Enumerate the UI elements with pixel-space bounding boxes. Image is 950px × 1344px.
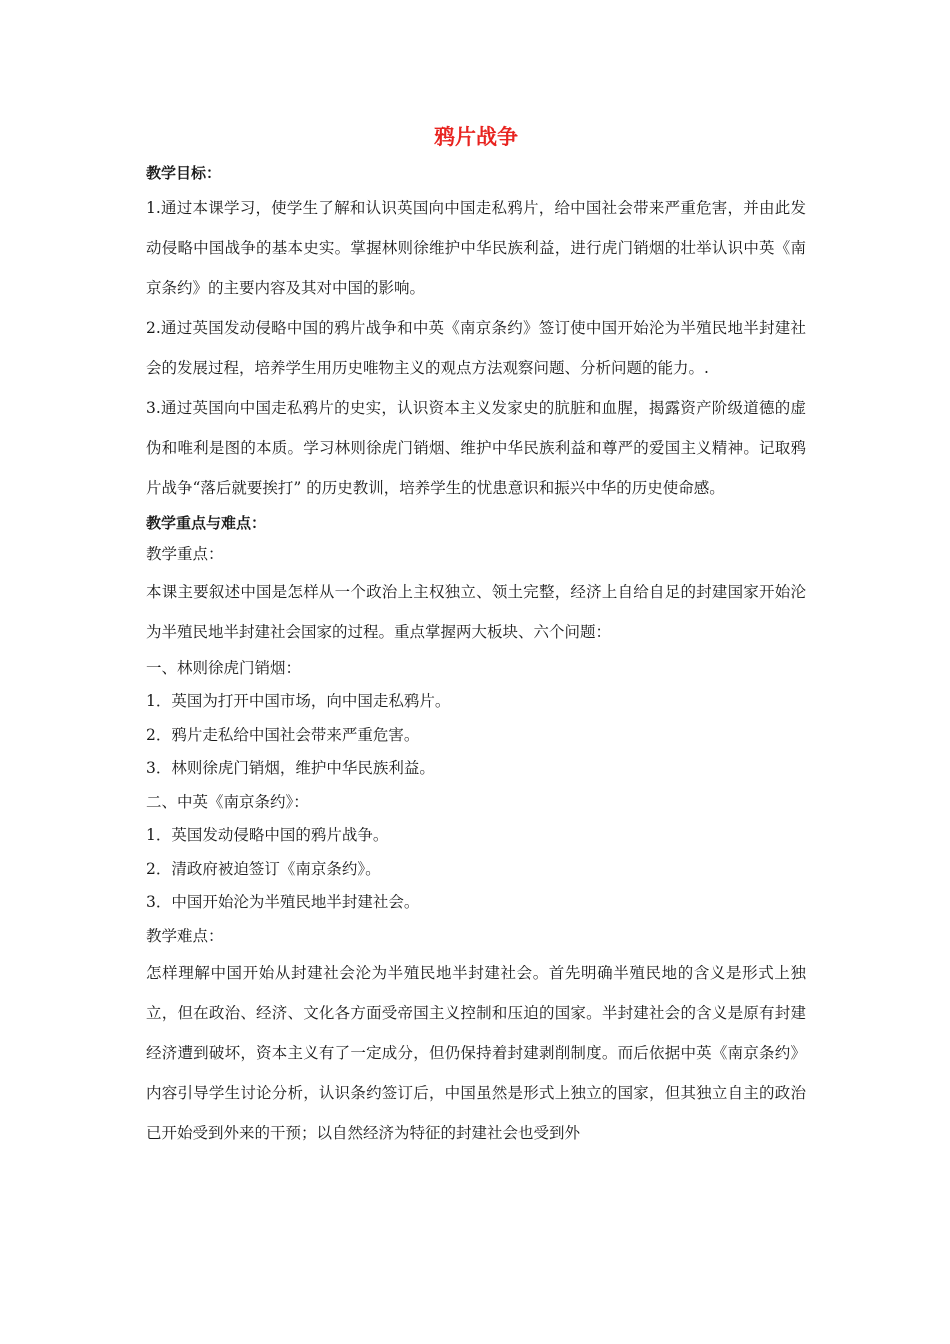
difficulty-text: 怎样理解中国开始从封建社会沦为半殖民地半封建社会。首先明确半殖民地的含义是形式上独立，但在政治、经济、文化各方面受帝国主义控制和压迫的国家。半封建社会的含义是原有封建经济遭到破坏，资本主义有了一定成分，但仍保持着封建剥削制度。而后依据中英《南京条约》内容引导学生讨论分析，认识条约签订后，中国虽然是形式上独立的国家，但其独立自主的政治已开始受到外来的干预；以自然经济为特征的封建社会也受到外 [146,964,806,1142]
section1-item-2: 2．鸦片走私给中国社会带来严重危害。 [146,725,420,744]
objective-item-3: 3.通过英国向中国走私鸦片的史实，认识资本主义发家史的肮脏和血腥，揭露资产阶级道德的虚伪和唯利是图的本质。学习林则徐虎门销烟、维护中华民族利益和尊严的爱国主义精神。记取鸦片战争“落后就要挨打” 的历史教训，培养学生的忧患意识和振兴中华的历史使命感。 [146,399,806,497]
document-page [146,118,806,1153]
section2-item-3: 3．中国开始沦为半殖民地半封建社会。 [146,893,420,911]
section2-title: 二、中英《南京条约》： [146,792,309,811]
section2-item-1: 1．英国发动侵略中国的鸦片战争。 [146,826,389,844]
section1-item-3: 3．林则徐虎门销烟，维护中华民族利益。 [146,759,435,777]
section1-item-1: 1．英国为打开中国市场，向中国走私鸦片。 [146,692,451,710]
document-title: 鸦片战争 [434,125,518,149]
focus-label: 教学重点： [146,545,224,563]
keypoints-heading: 教学重点与难点： [146,514,267,532]
focus-intro: 本课主要叙述中国是怎样从一个政治上主权独立、领土完整，经济上自给自足的封建国家开始沦为半殖民地半封建社会国家的过程。重点掌握两大板块、六个问题： [146,582,806,641]
objectives-heading: 教学目标： [146,164,222,182]
section2-item-2: 2．清政府被迫签订《南京条约》。 [146,859,381,878]
section1-title: 一、林则徐虎门销烟： [146,658,302,677]
objective-item-1: 1.通过本课学习，使学生了解和认识英国向中国走私鸦片，给中国社会带来严重危害，并由此发动侵略中国战争的基本史实。掌握林则徐维护中华民族利益，进行虎门销烟的壮举认识中英《南京条约》的主要内容及其对中国的影响。 [146,199,806,297]
difficulty-label: 教学难点： [146,926,224,945]
objective-item-2: 2.通过英国发动侵略中国的鸦片战争和中英《南京条约》签订使中国开始沦为半殖民地半封建社会的发展过程，培养学生用历史唯物主义的观点方法观察问题、分析问题的能力。. [146,319,806,377]
